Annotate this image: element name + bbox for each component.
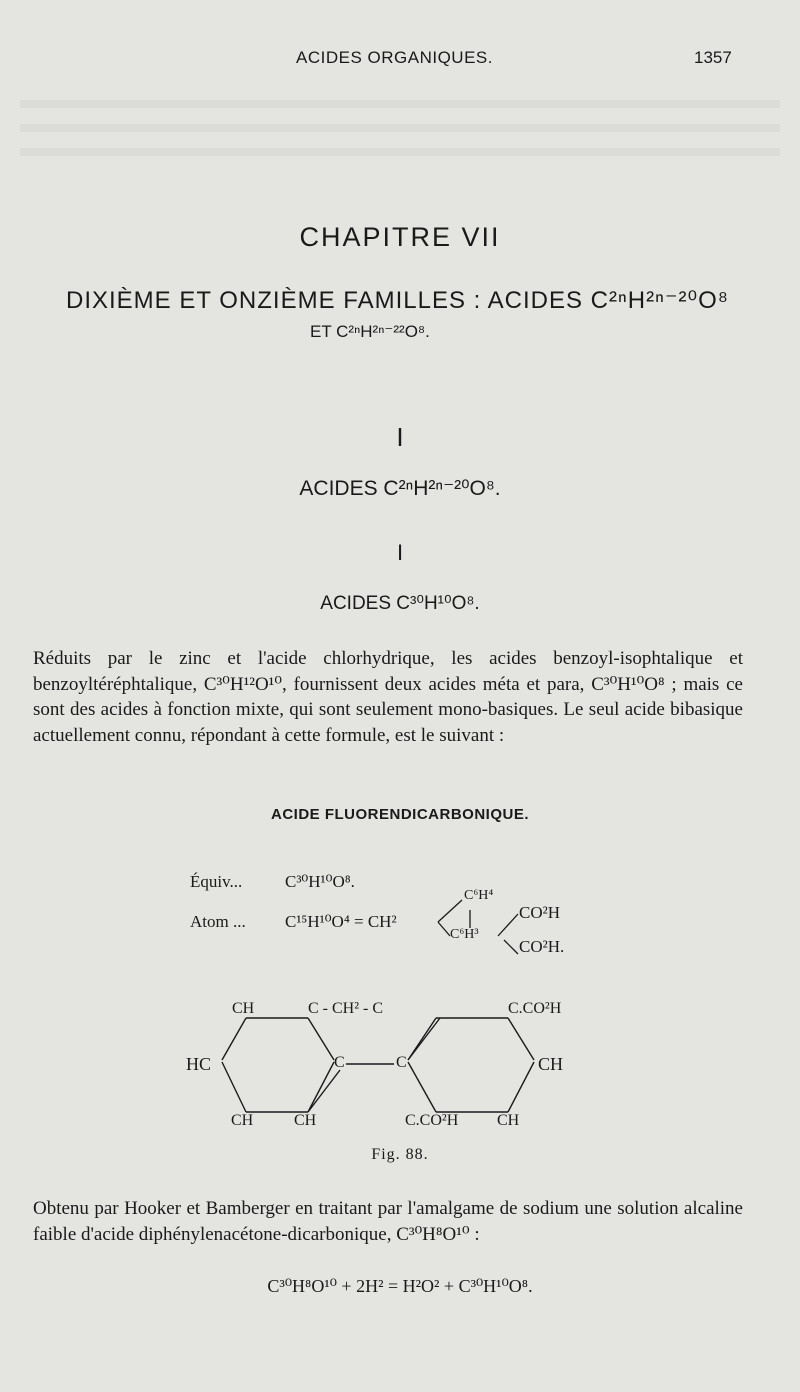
page-number: 1357 (694, 48, 732, 67)
branch-bottom: C⁶H³ (450, 927, 479, 942)
label-c: C (396, 1054, 407, 1071)
label-c-co2h: C.CO²H (508, 1000, 562, 1017)
carboxyl-group-2: CO²H. (519, 937, 565, 956)
branch-top: C⁶H⁴ (464, 888, 494, 903)
carboxyl-group: CO²H (519, 903, 560, 922)
intro-paragraph: Réduits par le zinc et l'acide chlorhydrique, les acides benzoyl-isophtalique et benzoyltéréphtalique, C³⁰H¹²O¹⁰, fournissent deux acides méta et para, C³⁰H¹⁰O⁸ ; mais ce sont des acides à fonction mixte, qui sont seulement mono-basiques. Le seul acide bibasique actuellement connu, répondant à cette formule, est le suivant : (33, 648, 743, 746)
label-ch: CH (538, 1054, 564, 1074)
reaction-equation: C³⁰H⁸O¹⁰ + 2H² = H²O² + C³⁰H¹⁰O⁸. (267, 1276, 533, 1296)
label-ch: CH (231, 1112, 254, 1129)
chapter-title: CHAPITRE VII (299, 222, 501, 252)
compound-name: ACIDE FLUORENDICARBONIQUE. (270, 806, 529, 823)
label-ch: CH (294, 1112, 317, 1129)
equiv-label: Équiv... (190, 872, 243, 891)
preparation-paragraph: Obtenu par Hooker et Bamberger en traitant par l'amalgame de sodium une solution alcaline faible d'acide diphénylenacétone-dicarbonique, C³⁰H⁸O¹⁰ : (33, 1198, 743, 1245)
label-ch: CH (232, 1000, 255, 1017)
label-ch: CH (497, 1112, 520, 1129)
label-hc: HC (186, 1054, 212, 1074)
label-c-ch2-c: C - CH² - C (308, 1000, 384, 1017)
label-c: C (334, 1054, 345, 1071)
section-numeral: I (396, 422, 404, 452)
figure-caption: Fig. 88. (371, 1146, 429, 1163)
subsection-title: ACIDES C³⁰H¹⁰O⁸. (320, 593, 480, 614)
families-heading-line2: ET C²ⁿH²ⁿ⁻²²O⁸. (310, 322, 430, 341)
equiv-formula: C³⁰H¹⁰O⁸. (285, 872, 355, 891)
label-c-co2h: C.CO²H (405, 1112, 459, 1129)
section-title: ACIDES C²ⁿH²ⁿ⁻²⁰O⁸. (299, 477, 501, 500)
atom-formula: C¹⁵H¹⁰O⁴ = CH² (285, 912, 397, 931)
subsection-numeral: I (396, 540, 404, 565)
families-heading: DIXIÈME ET ONZIÈME FAMILLES : ACIDES C²ⁿH²ⁿ⁻²⁰O⁸ (66, 287, 729, 314)
running-title: ACIDES ORGANIQUES. (296, 48, 493, 67)
atom-label: Atom ... (190, 912, 246, 931)
